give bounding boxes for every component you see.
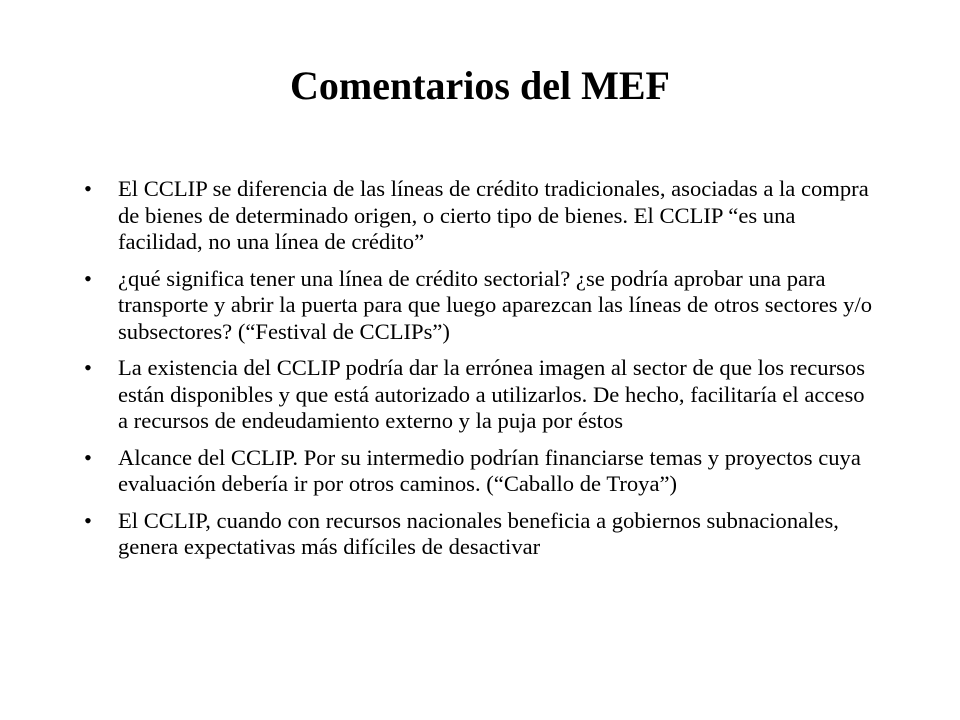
bullet-text: El CCLIP, cuando con recursos nacionales beneficia a gobiernos subnacionales, genera expectativas más difíciles de desactivar bbox=[118, 507, 839, 559]
bullet-list bbox=[84, 176, 874, 571]
bullet-text: ¿qué significa tener una línea de crédito sectorial? ¿se podría aprobar una para transporte y abrir la puerta para que luego aparezcan las líneas de otros sectores y/o subsectores? (“Festival de CCLIPs”) bbox=[118, 265, 873, 344]
bullet-icon: • bbox=[84, 176, 92, 201]
list-item bbox=[84, 266, 874, 346]
bullet-icon: • bbox=[84, 355, 92, 380]
list-item bbox=[84, 445, 874, 498]
bullet-icon: • bbox=[84, 265, 92, 291]
list-item bbox=[84, 355, 874, 435]
bullet-icon: • bbox=[84, 507, 92, 533]
slide-title: Comentarios del MEF bbox=[290, 63, 670, 108]
bullet-text: El CCLIP se diferencia de las líneas de crédito tradicionales, asociadas a la compra de bienes de determinado origen, o cierto tipo de bienes. El CCLIP “es una facilidad, no una línea de crédito” bbox=[118, 176, 869, 254]
bullet-text: Alcance del CCLIP. Por su intermedio podrían financiarse temas y proyectos cuya evaluación debería ir por otros caminos. (“Caballo de Troya”) bbox=[118, 444, 861, 496]
list-item bbox=[84, 176, 874, 256]
bullet-text: La existencia del CCLIP podría dar la errónea imagen al sector de que los recursos están disponibles y que está autorizado a utilizarlos. De hecho, facilitaría el acceso a recursos de endeudamiento externo y la puja por éstos bbox=[118, 355, 865, 433]
bullet-icon: • bbox=[84, 444, 92, 470]
list-item bbox=[84, 508, 874, 561]
